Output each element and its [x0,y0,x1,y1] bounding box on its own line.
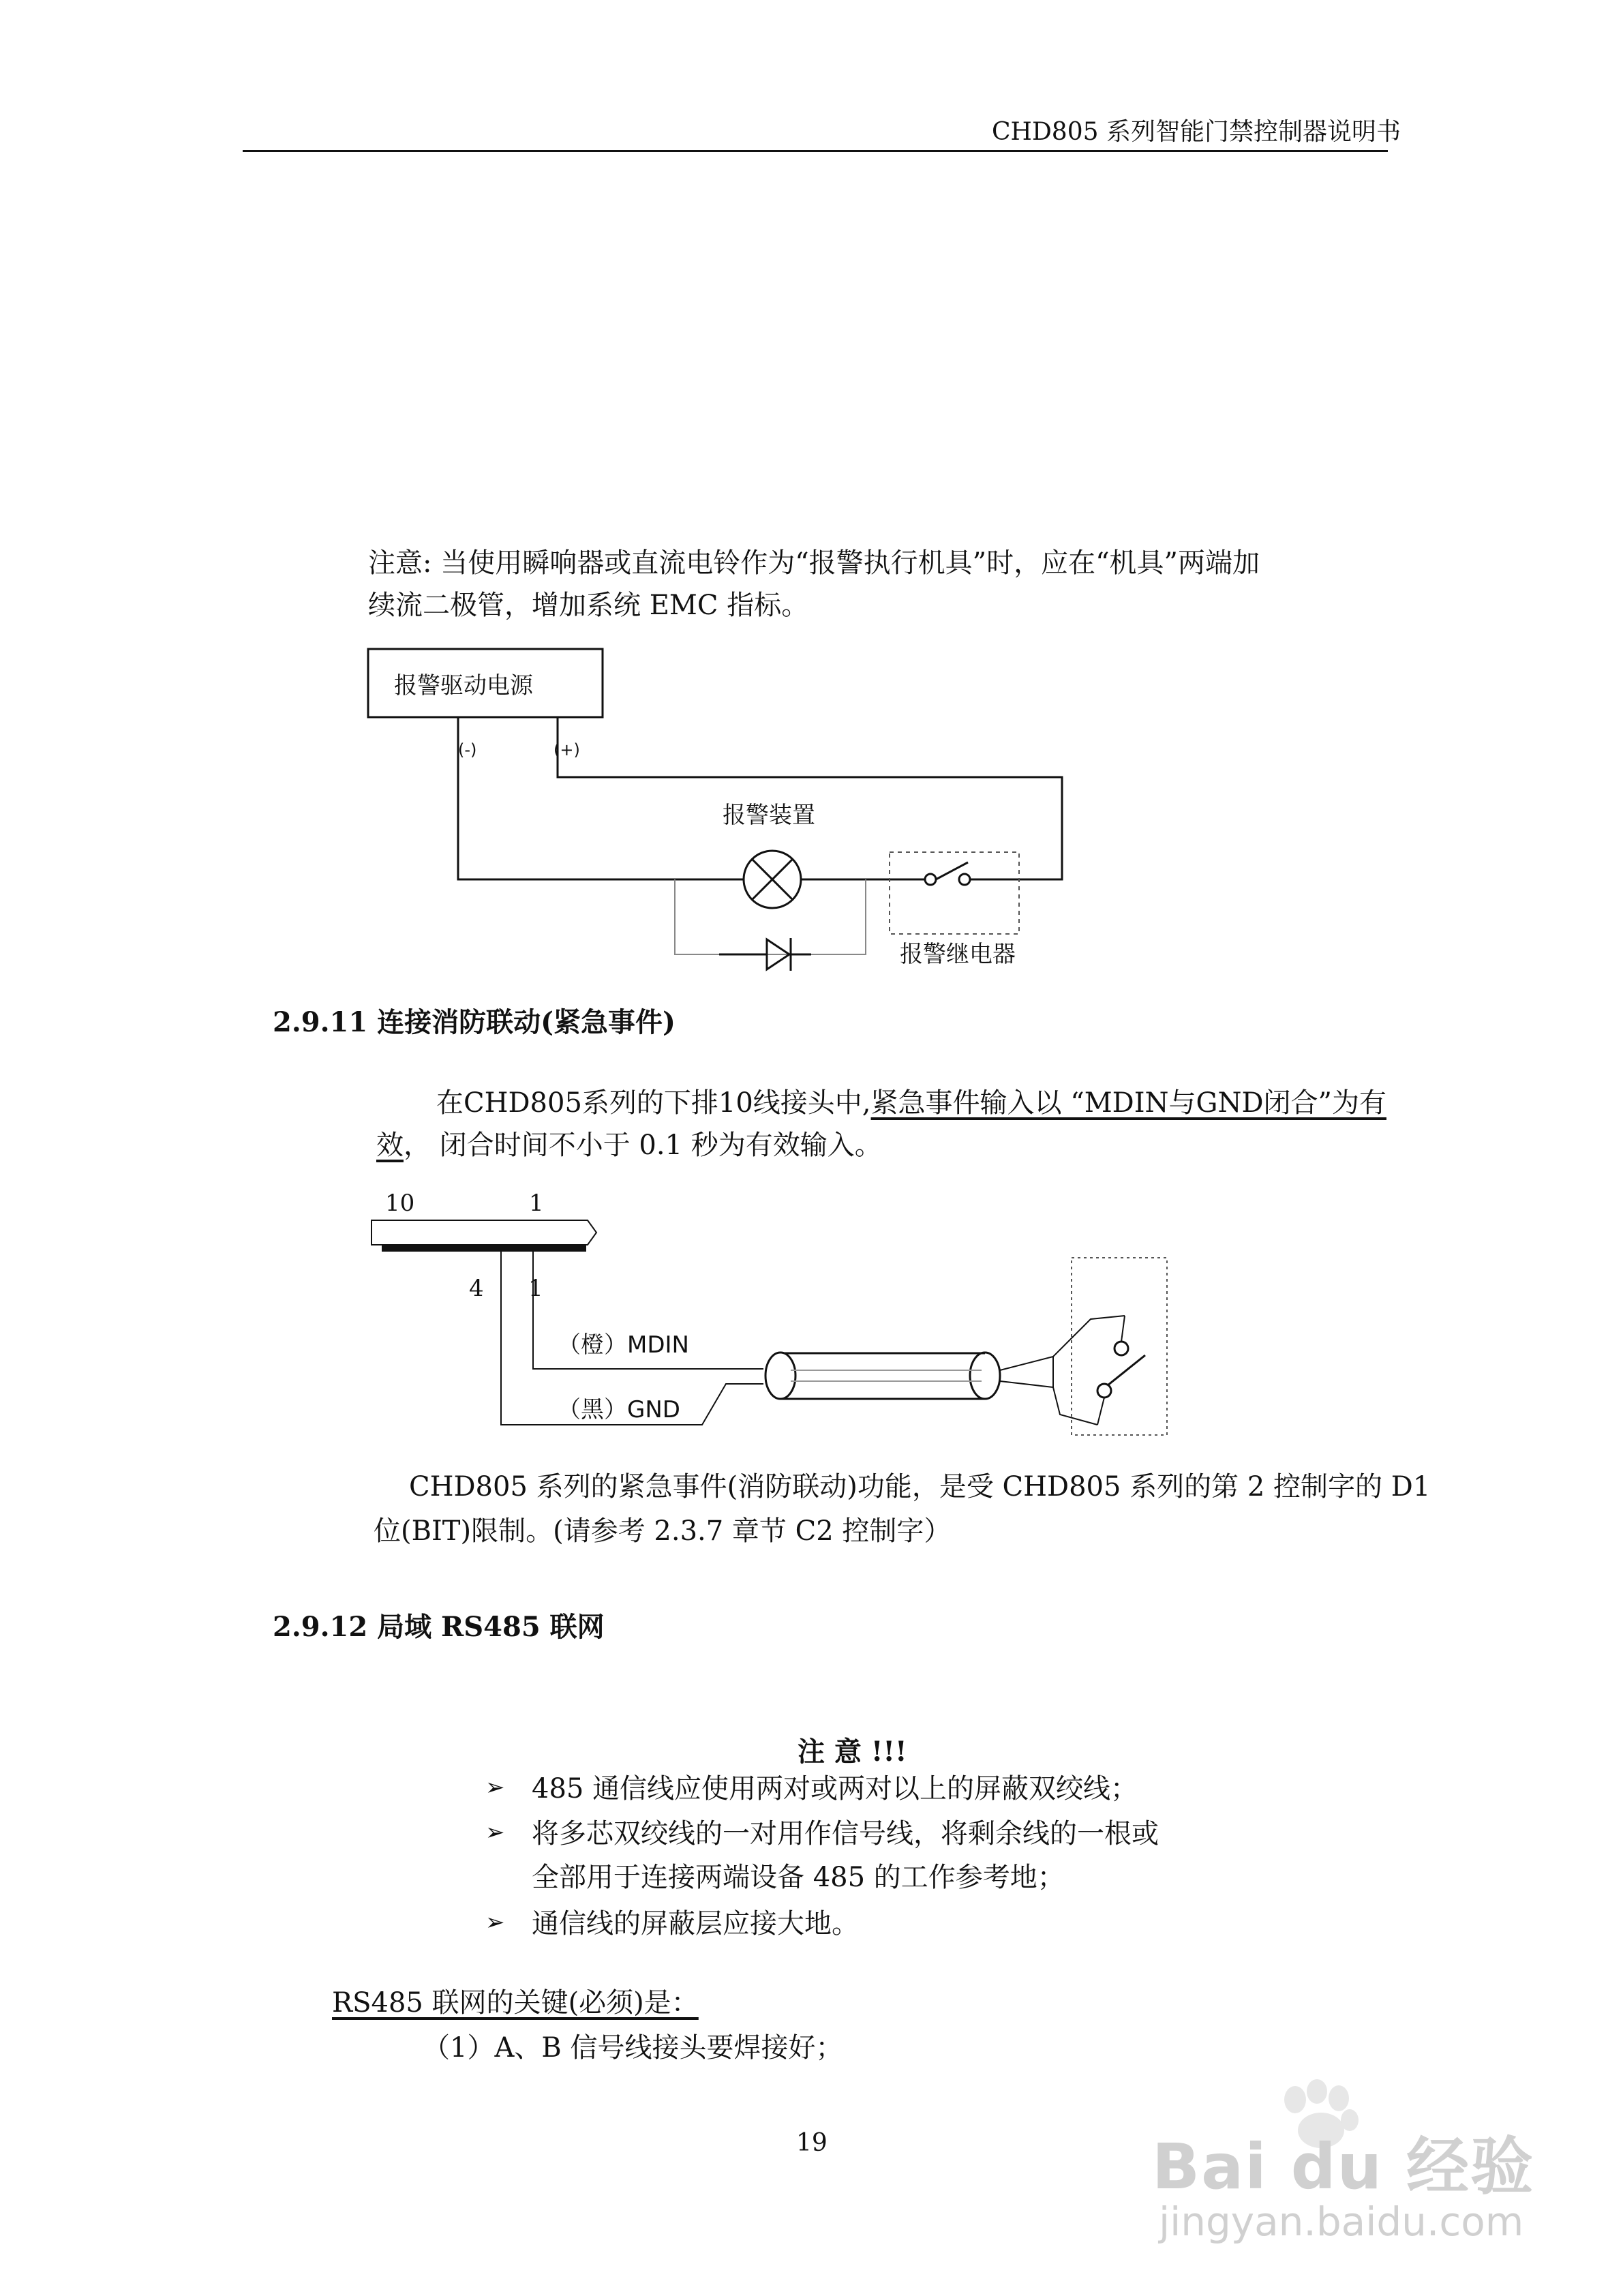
alarm-device-label: 报警装置 [723,802,815,829]
mdin-label: （橙）MDIN [558,1331,689,1359]
para2-line2: 位(BIT)限制。(请参考 2.3.7 章节 C2 控制字） [374,1515,952,1547]
section-2-9-11-heading: 2.9.11 连接消防联动(紧急事件) [273,1006,676,1038]
page-number: 19 [796,2129,828,2157]
notice-item-1: 485 通信线应使用两对或两对以上的屏蔽双绞线； [532,1773,1138,1804]
section-2-9-12-heading: 2.9.12 局域 RS485 联网 [273,1611,605,1643]
rs485-key-heading: RS485 联网的关键(必须)是： [332,1987,699,2019]
bullet-arrow-icon: ➢ [485,1909,505,1936]
header-title: CHD805 系列智能门禁控制器说明书 [992,118,1401,146]
watermark-brand: Bai du 经验 [1152,2130,1535,2203]
watermark-url: jingyan.baidu.com [1159,2199,1524,2245]
para-line2-rest: ， 闭合时间不小于 0.1 秒为有效输入。 [404,1130,882,1161]
notice-item-2-cont: 全部用于连接两端设备 485 的工作参考地； [532,1862,1065,1893]
pin4-label: 4 [469,1275,484,1302]
note1-line2: 续流二极管，增加系统 EMC 指标。 [368,590,809,621]
para2-line1: CHD805 系列的紧急事件(消防联动)功能，是受 CHD805 系列的第 2 控制字的 D1 [409,1471,1431,1502]
notice-title: 注 意 !!! [798,1736,907,1768]
pin1-top-label: 1 [529,1190,544,1217]
para-prefix: 在CHD805系列的下排10线接头中, [436,1087,871,1119]
notice-item-2: 将多芯双绞线的一对用作信号线，将剩余线的一根或 [532,1818,1159,1849]
bullet-arrow-icon: ➢ [485,1819,505,1846]
alarm-relay-label: 报警继电器 [900,941,1016,968]
pin1-label: 1 [528,1275,543,1302]
bullet-arrow-icon: ➢ [485,1774,505,1801]
note1-line1: 注意: 当使用瞬响器或直流电铃作为“报警执行机具”时，应在“机具”两端加 [368,547,1260,579]
para-line2-underlined: 效 [376,1130,404,1161]
power-supply-label: 报警驱动电源 [394,672,533,699]
pin10-label: 10 [385,1190,415,1217]
gnd-label: （黑）GND [558,1396,680,1423]
notice-item-3: 通信线的屏蔽层应接大地。 [532,1908,859,1939]
negative-terminal-label: (-) [458,740,477,759]
positive-terminal-label: (+) [553,740,580,759]
rs485-item-1: （1）A、B 信号线接头要焊接好； [423,2032,843,2064]
para-underlined: 紧急事件输入以 “MDIN与GND闭合”为有 [870,1087,1386,1119]
